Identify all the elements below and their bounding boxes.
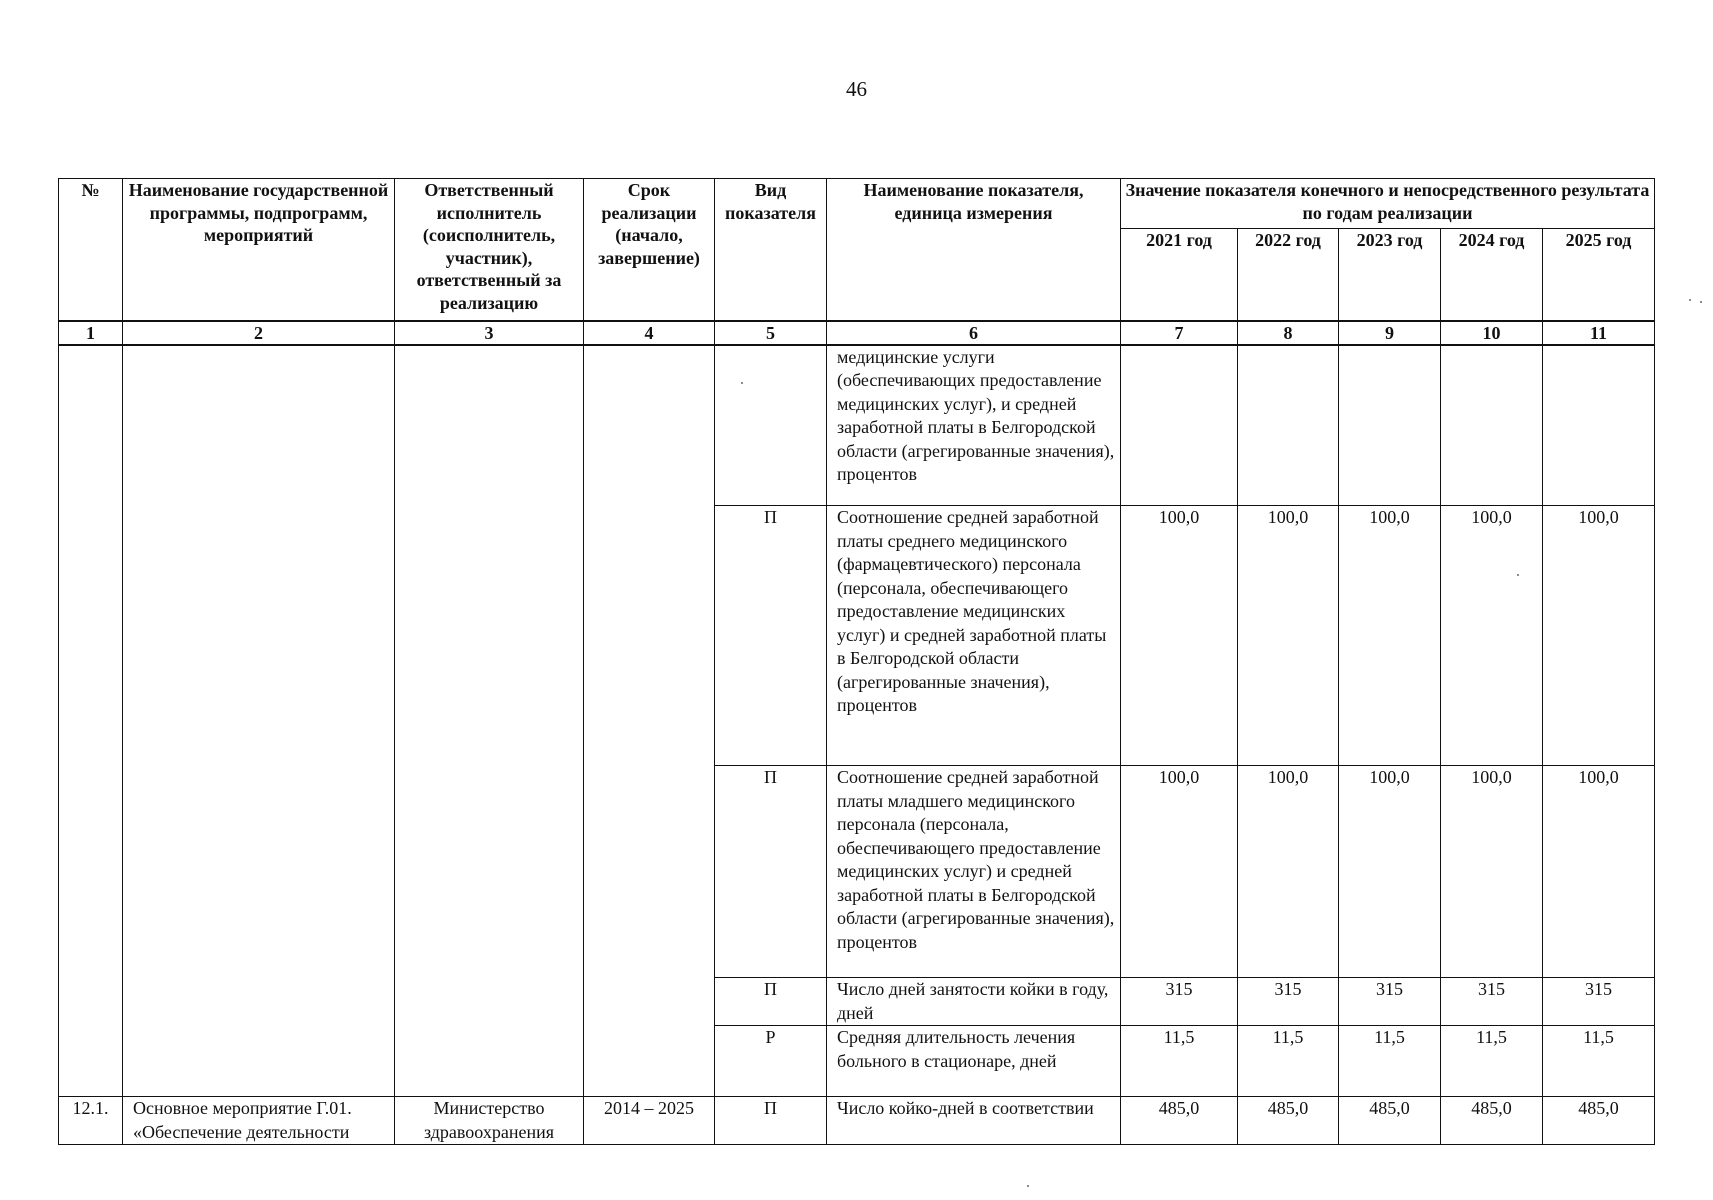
value-cell: 315 (1238, 978, 1339, 1026)
value-cell: 485,0 (1543, 1097, 1655, 1145)
indicator-type-cell: П (715, 1097, 827, 1145)
value-cell: 100,0 (1339, 506, 1441, 766)
executor-cell: Министерство здравоохранения (395, 1097, 584, 1145)
value-cell: 100,0 (1339, 766, 1441, 978)
page-number: 46 (846, 77, 867, 101)
indicator-name-cell: Соотношение средней заработной платы младшего медицинского персонала (персонала, обеспечивающего предоставление медицинских услуг) и средней заработной платы в Белгородской области (агрегированные значения), процентов (827, 766, 1121, 978)
table-row (59, 1097, 1655, 1145)
number-cell (59, 345, 123, 1097)
header-program-name: Наименование государственной программы, подпрограмм, мероприятий (123, 179, 395, 321)
value-cell: 100,0 (1121, 506, 1238, 766)
value-cell: 11,5 (1441, 1026, 1543, 1097)
column-number: 2 (123, 321, 395, 345)
value-cell: 100,0 (1543, 766, 1655, 978)
column-number: 8 (1238, 321, 1339, 345)
indicator-type-cell (715, 345, 827, 506)
header-number: № (59, 179, 123, 321)
column-number: 6 (827, 321, 1121, 345)
scan-speck (1517, 574, 1519, 576)
value-cell: 315 (1339, 978, 1441, 1026)
header-period: Срок реализации (начало, завершение) (584, 179, 715, 321)
value-cell: 11,5 (1121, 1026, 1238, 1097)
indicator-name-cell: медицинские услуги (обеспечивающих предоставление медицинских услуг), и средней заработной платы в Белгородской области (агрегированные значения), процентов (827, 345, 1121, 506)
indicator-name-cell: Число койко-дней в соответствии (827, 1097, 1121, 1145)
header-year: 2022 год (1238, 229, 1339, 321)
indicator-type-cell: П (715, 766, 827, 978)
value-cell: 100,0 (1238, 766, 1339, 978)
number-cell: 12.1. (59, 1097, 123, 1145)
column-numbers-row (59, 321, 1655, 345)
column-number: 11 (1543, 321, 1655, 345)
header-indicator-name: Наименование показателя, единица измерения (827, 179, 1121, 321)
indicator-type-cell: П (715, 978, 827, 1026)
scan-speck (1027, 1185, 1029, 1187)
header-indicator-type: Вид показателя (715, 179, 827, 321)
value-cell (1543, 345, 1655, 506)
column-number: 5 (715, 321, 827, 345)
value-cell: 485,0 (1121, 1097, 1238, 1145)
program-cell (123, 345, 395, 1097)
period-cell: 2014 – 2025 (584, 1097, 715, 1145)
value-cell: 100,0 (1238, 506, 1339, 766)
value-cell: 100,0 (1441, 506, 1543, 766)
column-number: 9 (1339, 321, 1441, 345)
indicator-name-cell: Соотношение средней заработной платы среднего медицинского (фармацевтического) персонала (персонала, обеспечивающего предоставление медицинских услуг) и средней заработной платы в Белгородской области (агрегированные значения), процентов (827, 506, 1121, 766)
indicator-name-cell: Средняя длительность лечения больного в стационаре, дней (827, 1026, 1121, 1097)
period-cell (584, 345, 715, 1097)
value-cell (1441, 345, 1543, 506)
table-row (59, 345, 1655, 506)
scan-speck (741, 382, 743, 384)
scan-speck (1689, 299, 1691, 301)
executor-cell (395, 345, 584, 1097)
value-cell (1339, 345, 1441, 506)
value-cell: 485,0 (1339, 1097, 1441, 1145)
value-cell: 315 (1121, 978, 1238, 1026)
value-cell: 11,5 (1238, 1026, 1339, 1097)
header-values-group: Значение показателя конечного и непосредственного результата по годам реализации (1121, 179, 1655, 229)
value-cell: 315 (1543, 978, 1655, 1026)
value-cell: 315 (1441, 978, 1543, 1026)
header-year: 2023 год (1339, 229, 1441, 321)
value-cell: 485,0 (1441, 1097, 1543, 1145)
value-cell (1121, 345, 1238, 506)
value-cell (1238, 345, 1339, 506)
header-year: 2021 год (1121, 229, 1238, 321)
scan-speck (1700, 301, 1702, 303)
column-number: 3 (395, 321, 584, 345)
column-number: 1 (59, 321, 123, 345)
value-cell: 11,5 (1543, 1026, 1655, 1097)
value-cell: 11,5 (1339, 1026, 1441, 1097)
column-number: 4 (584, 321, 715, 345)
column-number: 7 (1121, 321, 1238, 345)
header-executor: Ответственный исполнитель (соисполнитель, участник), ответственный за реализацию (395, 179, 584, 321)
value-cell: 485,0 (1238, 1097, 1339, 1145)
indicator-name-cell: Число дней занятости койки в году, дней (827, 978, 1121, 1026)
indicator-type-cell: П (715, 506, 827, 766)
value-cell: 100,0 (1121, 766, 1238, 978)
column-number: 10 (1441, 321, 1543, 345)
indicator-type-cell: Р (715, 1026, 827, 1097)
indicators-table (58, 178, 1655, 1145)
value-cell: 100,0 (1543, 506, 1655, 766)
header-year: 2024 год (1441, 229, 1543, 321)
program-cell: Основное мероприятие Г.01. «Обеспечение деятельности (123, 1097, 395, 1145)
value-cell: 100,0 (1441, 766, 1543, 978)
header-year: 2025 год (1543, 229, 1655, 321)
